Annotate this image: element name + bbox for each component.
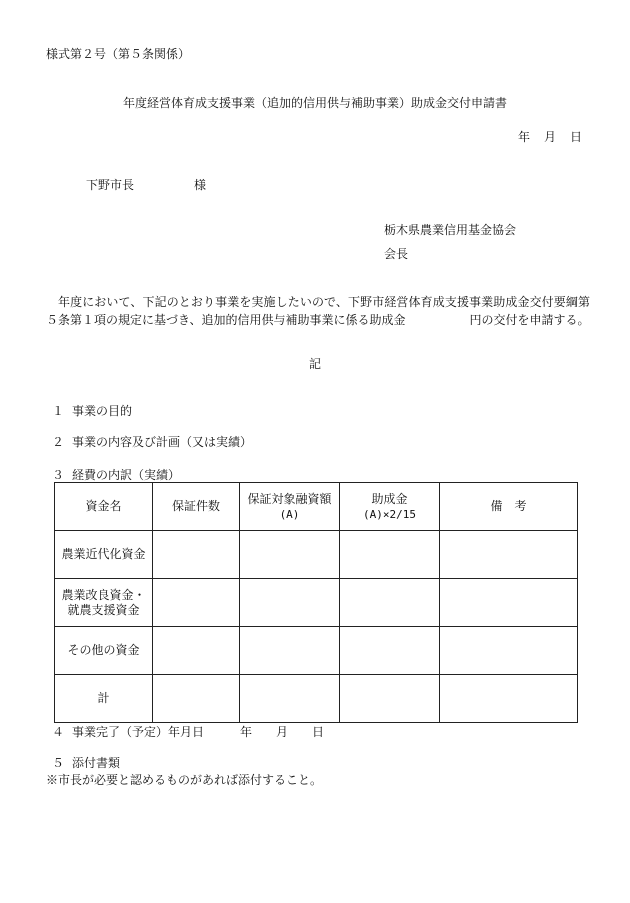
- form-number: 様式第２号（第５条関係）: [46, 47, 191, 61]
- guarantee-count-cell[interactable]: [153, 579, 240, 627]
- header-guarantee-count: 保証件数: [153, 483, 240, 531]
- section-expense-breakdown: [52, 468, 180, 482]
- grant-cell[interactable]: [340, 627, 440, 675]
- section-number: ２: [52, 435, 65, 449]
- applicant-organization: 栃木県農業信用基金協会: [384, 223, 517, 237]
- fund-name-line1: 計: [97, 691, 110, 705]
- attachment-note: ※市長が必要と認めるものがあれば添付すること。: [46, 773, 323, 787]
- header-grant: [340, 483, 440, 531]
- section-number: １: [52, 404, 65, 418]
- fund-name-line1: その他の資金: [67, 643, 140, 657]
- table-row: [55, 627, 578, 675]
- fund-name-line1: 農業近代化資金: [61, 547, 146, 561]
- application-body: [46, 293, 590, 329]
- date-year-label: 年: [517, 130, 530, 144]
- guarantee-count-cell[interactable]: [153, 627, 240, 675]
- section-label: 事業完了（予定）年月日: [72, 725, 205, 739]
- completion-day-label: 日: [312, 725, 325, 739]
- remarks-cell[interactable]: [440, 531, 578, 579]
- body-text-before-amount: 年度において、下記のとおり事業を実施したいので、下野市経営体育成支援事業助成金交付要綱第５条第１項の規定に基づき、追加的信用供与補助事業に係る助成金: [46, 295, 590, 327]
- fund-name-line2: 就農支援資金: [67, 602, 140, 617]
- table-row: [55, 531, 578, 579]
- completion-month-label: 月: [276, 725, 289, 739]
- remarks-cell[interactable]: [440, 675, 578, 723]
- header-fund-name: 資金名: [55, 483, 153, 531]
- grant-cell[interactable]: [340, 675, 440, 723]
- fund-name-cell: [55, 579, 153, 627]
- remarks-cell[interactable]: [440, 627, 578, 675]
- fund-name-cell: [55, 531, 153, 579]
- fund-name-line1: 農業改良資金・: [61, 587, 146, 602]
- application-date: [518, 130, 582, 144]
- body-text-after-amount: 円の交付を申請する。: [469, 313, 590, 327]
- table-row: [55, 579, 578, 627]
- loan-amount-cell[interactable]: [240, 627, 340, 675]
- section-number: ３: [52, 468, 65, 482]
- guarantee-count-cell[interactable]: [153, 675, 240, 723]
- section-number: ５: [52, 756, 65, 770]
- fund-name-cell: [55, 627, 153, 675]
- date-day-label: 日: [569, 130, 582, 144]
- expense-table-header-row: [55, 483, 578, 531]
- header-grant-line2: (A)×2/15: [363, 507, 416, 521]
- section-label: 経費の内訳（実績）: [72, 468, 181, 482]
- addressee-name: 下野市長: [86, 178, 135, 192]
- section-label: 添付書類: [72, 756, 121, 770]
- table-row-total: [55, 675, 578, 723]
- addressee: [86, 178, 206, 192]
- remarks-cell[interactable]: [440, 579, 578, 627]
- loan-amount-cell[interactable]: [240, 579, 340, 627]
- section-number: ４: [52, 725, 65, 739]
- header-remarks: 備 考: [440, 483, 578, 531]
- header-loan-amount-line1: 保証対象融資額: [247, 491, 332, 506]
- section-label: 事業の目的: [72, 404, 133, 418]
- addressee-honorific: 様: [194, 178, 207, 192]
- grant-cell[interactable]: [340, 579, 440, 627]
- loan-amount-cell[interactable]: [240, 531, 340, 579]
- section-content-plan: [52, 435, 252, 449]
- ki-marker: 記: [308, 357, 321, 371]
- completion-year-label: 年: [240, 725, 253, 739]
- guarantee-count-cell[interactable]: [153, 531, 240, 579]
- header-loan-amount: [240, 483, 340, 531]
- header-grant-line1: 助成金: [371, 491, 408, 506]
- expense-table: [54, 482, 578, 723]
- applicant-role: 会長: [384, 247, 409, 261]
- document-title: 年度経営体育成支援事業（追加的信用供与補助事業）助成金交付申請書: [122, 96, 507, 110]
- section-label: 事業の内容及び計画（又は実績）: [72, 435, 253, 449]
- date-month-label: 月: [543, 130, 556, 144]
- loan-amount-cell[interactable]: [240, 675, 340, 723]
- fund-name-cell: [55, 675, 153, 723]
- section-purpose: [52, 404, 132, 418]
- section-attachments: [52, 756, 120, 770]
- grant-cell[interactable]: [340, 531, 440, 579]
- section-completion-date: [52, 725, 324, 739]
- header-loan-amount-line2: (A): [279, 507, 300, 521]
